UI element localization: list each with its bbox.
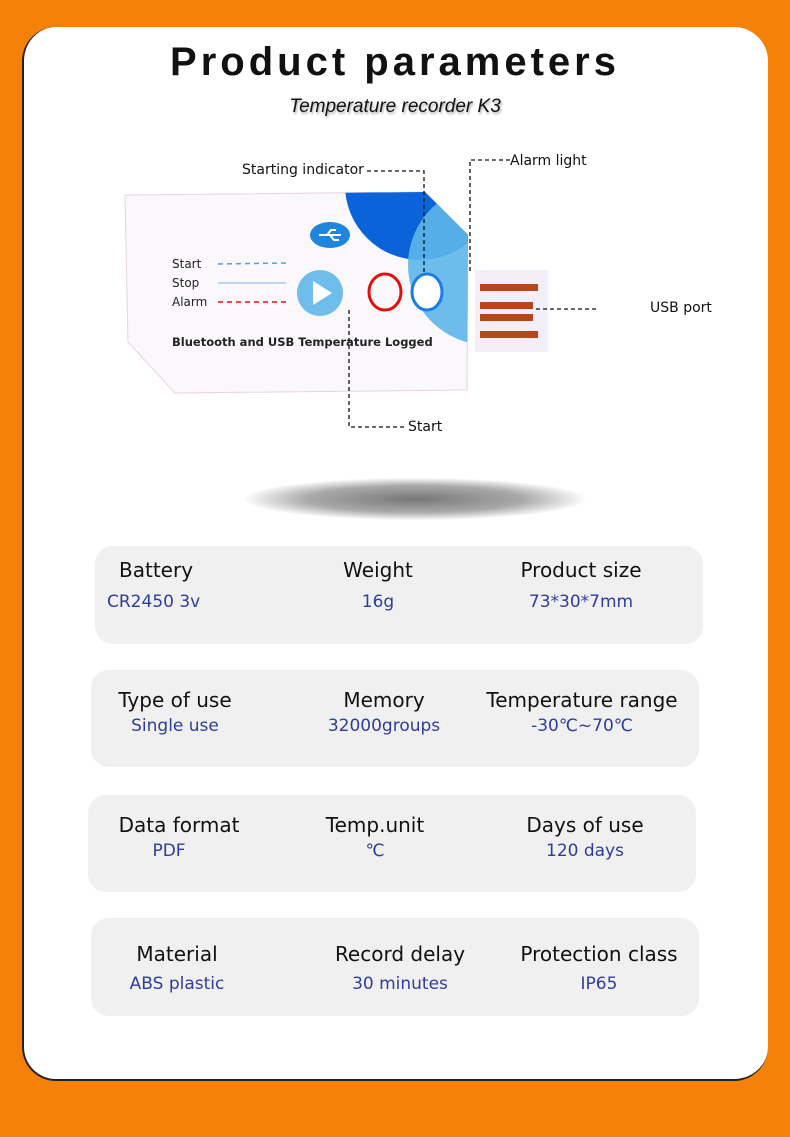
spec-value: Single use: [131, 716, 219, 736]
spec-row-4: [91, 918, 699, 1016]
spec-label: Record delay: [334, 942, 466, 966]
spec-label: Protection class: [520, 942, 678, 966]
legend-start: Start: [172, 257, 202, 271]
spec-value: 30 minutes: [352, 974, 448, 994]
page-title: Product parameters: [170, 40, 620, 84]
spec-value: CR2450 3v: [107, 592, 201, 612]
spec-row-2: [91, 670, 699, 767]
spec-weight: [268, 558, 488, 612]
spec-value: 73*30*7mm: [528, 592, 634, 612]
spec-protection-class: [489, 942, 709, 994]
page-subtitle: Temperature recorder K3: [289, 96, 501, 117]
spec-value: IP65: [580, 974, 618, 994]
spec-temperature-range: [472, 688, 692, 736]
spec-label: Weight: [343, 558, 413, 582]
spec-value: ABS plastic: [129, 974, 225, 994]
callout-start: Start: [408, 419, 443, 435]
spec-battery: [107, 558, 239, 612]
spec-value: 16g: [361, 592, 395, 612]
spec-value: 120 days: [546, 841, 624, 861]
legend-stop: Stop: [172, 276, 200, 290]
spec-label: Temp.unit: [325, 813, 425, 837]
spec-temp-unit: [265, 813, 485, 861]
spec-row-1: [95, 546, 703, 644]
spec-value: PDF: [152, 841, 186, 861]
spec-data-format: [69, 813, 289, 861]
spec-label: Days of use: [526, 813, 644, 837]
device-illustration: [120, 150, 720, 440]
spec-type-of-use: [65, 688, 285, 736]
spec-label: Material: [136, 942, 218, 966]
callout-alarm-light: Alarm light: [510, 153, 587, 169]
legend-alarm: Alarm: [172, 295, 208, 309]
spec-value: ℃: [365, 841, 385, 861]
spec-label: Data format: [118, 813, 240, 837]
spec-label: Temperature range: [486, 688, 678, 712]
spec-material: [67, 942, 287, 994]
spec-value: 32000groups: [327, 716, 441, 736]
callout-usb-port: USB port: [650, 300, 712, 316]
spec-record-delay: [290, 942, 510, 994]
device-caption: Bluetooth and USB Temperature Logged: [172, 335, 433, 349]
spec-label: Memory: [343, 688, 425, 712]
device-shadow: [245, 478, 585, 520]
spec-days-of-use: [475, 813, 695, 861]
spec-label: Product size: [520, 558, 642, 582]
spec-product-size: [471, 558, 691, 612]
spec-value: -30℃~70℃: [531, 716, 633, 736]
callout-starting-indicator: Starting indicator: [242, 162, 364, 178]
spec-label: Battery: [119, 558, 194, 582]
spec-row-3: [88, 795, 696, 892]
spec-label: Type of use: [118, 688, 232, 712]
spec-memory: [274, 688, 494, 736]
